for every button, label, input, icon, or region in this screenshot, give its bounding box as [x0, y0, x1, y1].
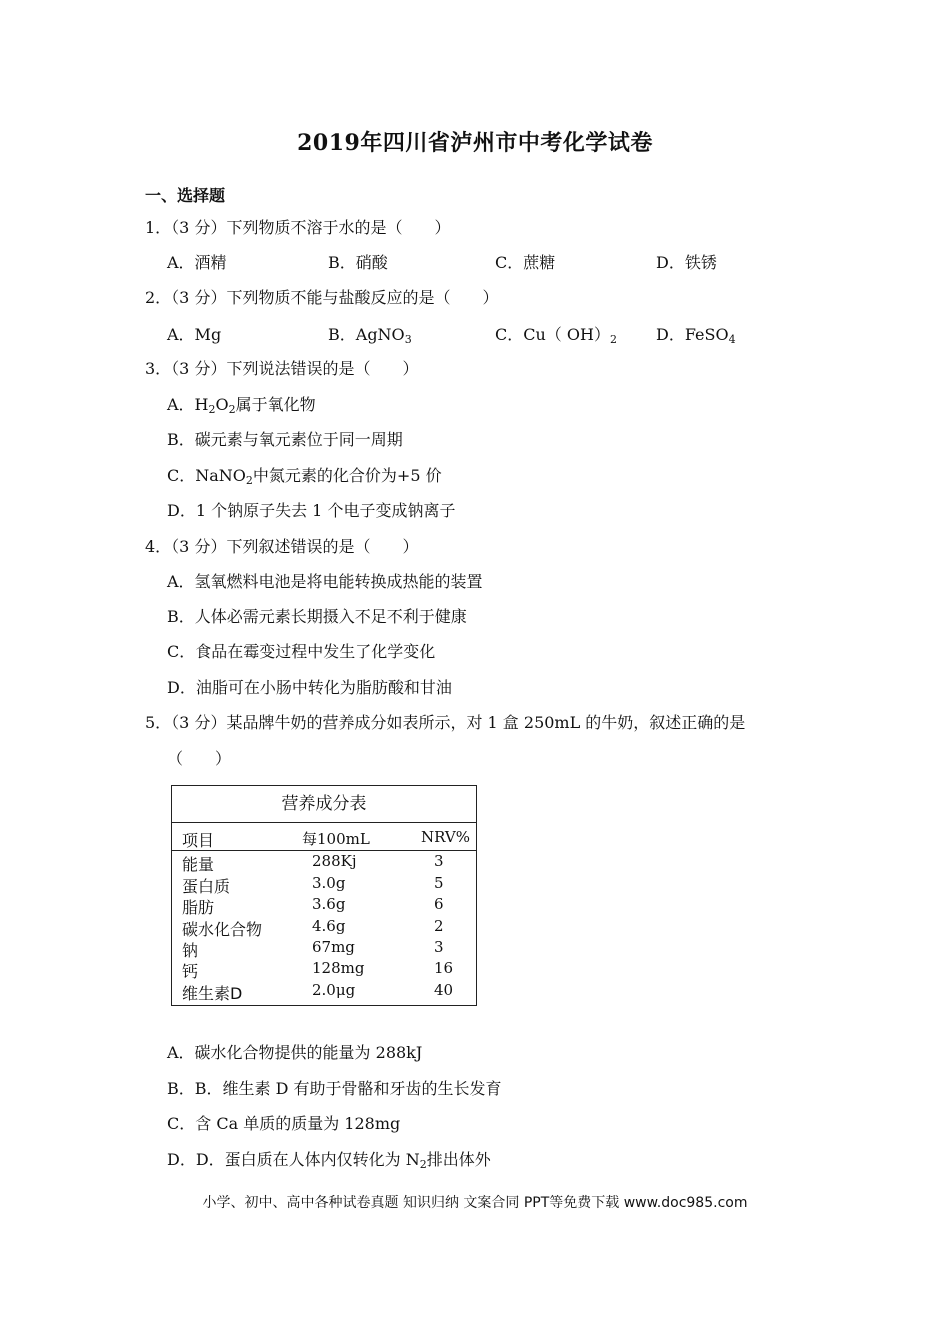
q3-option-c: C．NaNO$_2$中氮元素的化合价为+5 价 — [167, 466, 442, 487]
table-row — [172, 874, 476, 896]
q4-option-b: B．人体必需元素长期摄入不足不利于健康 — [167, 607, 467, 626]
row-nrv: 2 — [434, 917, 444, 935]
page-footer: 小学、初中、高中各种试卷真题 知识归纳 文案合同 PPT等免费下载 www.doc985.com — [202, 1195, 748, 1211]
q5-option-c: C．含 Ca 单质的质量为 128mg — [167, 1114, 401, 1133]
row-value: 3.0g — [312, 874, 346, 892]
q5-option-a: A．碳水化合物提供的能量为 288kJ — [167, 1043, 423, 1062]
table-row — [172, 852, 476, 874]
row-value: 4.6g — [312, 917, 346, 935]
table-row — [172, 938, 476, 960]
header-item: 项目 — [182, 831, 215, 850]
table-row — [172, 959, 476, 981]
row-value: 288Kj — [312, 852, 357, 870]
q2-option-c: C．Cu（ $OH)_2$ — [495, 325, 617, 346]
row-value: 3.6g — [312, 895, 346, 913]
q3-option-a: A．$H_2O_2$属于氧化物 — [167, 395, 316, 416]
row-name: 维生素D — [182, 984, 243, 1003]
row-value: 128mg — [312, 959, 365, 977]
row-name: 碳水化合物 — [182, 920, 263, 939]
page-title: 2019年四川省泸州市中考化学试卷 — [297, 130, 653, 156]
row-nrv: 3 — [434, 852, 444, 870]
q5-option-b: B．B．维生素 D 有助于骨骼和牙齿的生长发育 — [167, 1079, 502, 1098]
table-row — [172, 981, 476, 1003]
question-2-stem: 2．（3 分）下列物质不能与盐酸反应的是（ ） — [145, 288, 499, 307]
table-row — [172, 895, 476, 917]
q4-option-a: A．氢氧燃料电池是将电能转换成热能的装置 — [167, 572, 483, 591]
row-nrv: 16 — [434, 959, 454, 977]
q5-option-d: D．D．蛋白质在人体内仅转化为 $N_2$排出体外 — [167, 1150, 491, 1171]
row-name: 脂肪 — [182, 898, 215, 917]
q4-option-c: C．食品在霉变过程中发生了化学变化 — [167, 642, 436, 661]
q3-option-b: B．碳元素与氧元素位于同一周期 — [167, 430, 403, 449]
q4-option-d: D．油脂可在小肠中转化为脂肪酸和甘油 — [167, 678, 452, 697]
q2-option-d: D．FeSO$_4$ — [656, 325, 736, 346]
row-name: 能量 — [182, 855, 215, 874]
q1-option-a: A．酒精 — [167, 253, 227, 272]
row-name: 蛋白质 — [182, 877, 231, 896]
question-1-stem: 1．（3 分）下列物质不溶于水的是（ ） — [145, 218, 451, 237]
row-nrv: 5 — [434, 874, 444, 892]
row-value: 67mg — [312, 938, 355, 956]
section-heading: 一、选择题 — [145, 186, 226, 205]
row-nrv: 6 — [434, 895, 444, 913]
header-per-100ml: 每100mL — [302, 830, 370, 848]
question-5-stem: 5．（3 分）某品牌牛奶的营养成分如表所示，对 1 盒 250mL 的牛奶，叙述正确的是 — [145, 713, 746, 732]
q2-option-a: A．Mg — [167, 325, 222, 344]
table-row — [172, 917, 476, 939]
question-3-stem: 3．（3 分）下列说法错误的是（ ） — [145, 359, 419, 378]
header-nrv: NRV% — [421, 828, 470, 846]
q2-option-b: B．AgNO$_3$ — [328, 325, 412, 346]
nutrition-table-header — [172, 824, 476, 851]
q1-option-d: D．铁锈 — [656, 253, 717, 272]
question-4-stem: 4．（3 分）下列叙述错误的是（ ） — [145, 537, 419, 556]
nutrition-table-title: 营养成分表 — [172, 786, 476, 823]
row-nrv: 40 — [434, 981, 454, 999]
row-value: 2.0μg — [312, 981, 356, 999]
q1-option-b: B．硝酸 — [328, 253, 388, 272]
row-name: 钠 — [182, 941, 199, 960]
question-5-paren: （ ） — [167, 749, 232, 768]
row-nrv: 3 — [434, 938, 444, 956]
q1-option-c: C．蔗糖 — [495, 253, 556, 272]
nutrition-table — [171, 785, 477, 1006]
row-name: 钙 — [182, 962, 199, 981]
q3-option-d: D．1 个钠原子失去 1 个电子变成钠离子 — [167, 501, 456, 520]
